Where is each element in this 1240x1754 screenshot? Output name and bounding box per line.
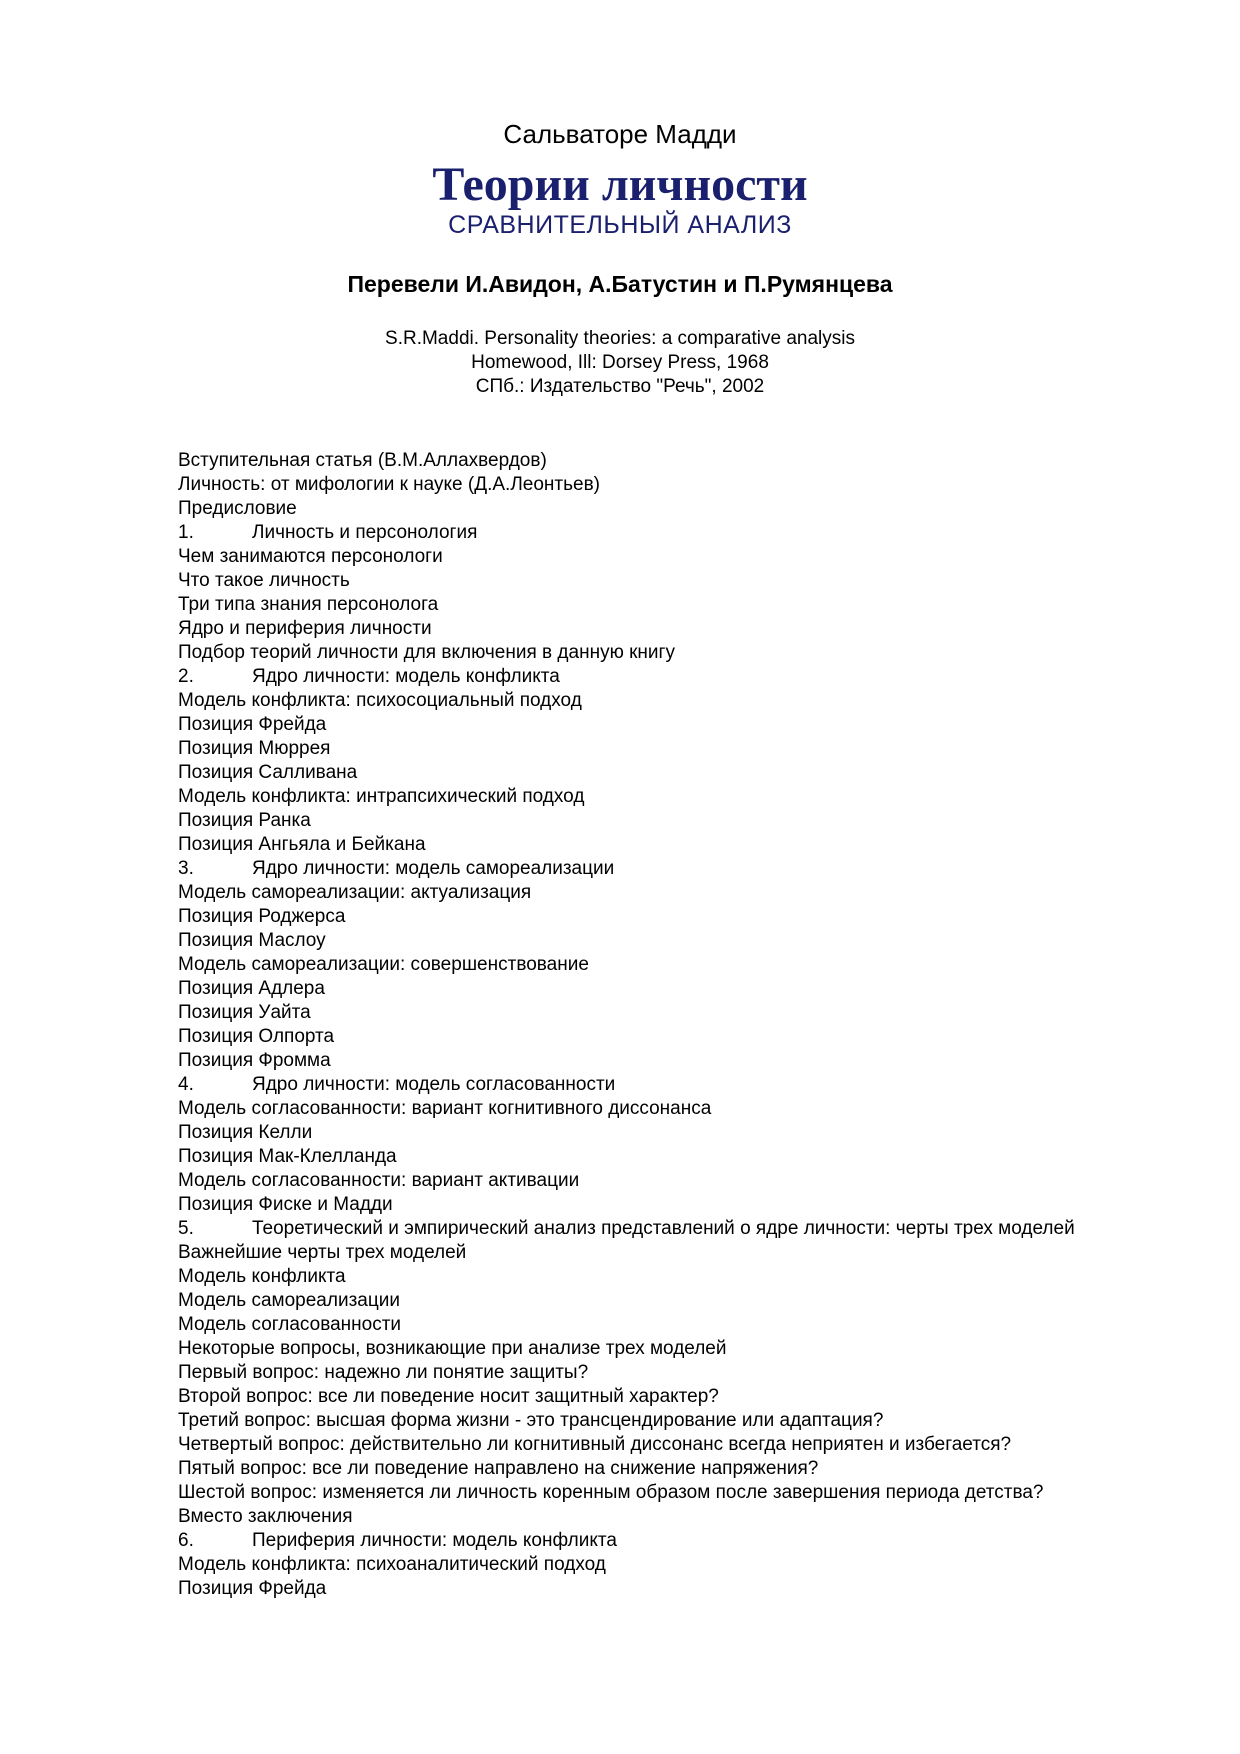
toc-entry: Четвертый вопрос: действительно ли когнитивный диссонанс всегда неприятен и избегается?	[178, 1434, 1012, 1455]
translators-line: Перевели И.Авидон, А.Батустин и П.Румянцева	[347, 271, 893, 297]
book-title: Теории личности	[432, 158, 808, 211]
toc-entry: Первый вопрос: надежно ли понятие защиты?	[178, 1362, 589, 1383]
toc-chapter	[178, 857, 1152, 881]
toc-entry: Подбор теорий личности для включения в данную книгу	[178, 642, 675, 663]
toc-entry: Пятый вопрос: все ли поведение направлено на снижение напряжения?	[178, 1458, 819, 1479]
toc-entry: Модель конфликта: интрапсихический подход	[178, 786, 585, 807]
toc-chapter-title: Личность и персонология	[252, 522, 478, 543]
toc-entry: Позиция Салливана	[178, 762, 358, 783]
toc-chapter	[178, 1529, 1152, 1553]
toc-entry: Модель конфликта: психоаналитический подход	[178, 1554, 606, 1575]
source-line-publisher: Homewood, Ill: Dorsey Press, 1968	[471, 352, 769, 373]
toc-chapter-number: 3.	[178, 858, 194, 879]
toc-chapter-title: Ядро личности: модель согласованности	[252, 1074, 616, 1095]
source-line-original: S.R.Maddi. Personality theories: a comparative analysis	[385, 328, 855, 349]
book-author: Сальваторе Мадди	[503, 119, 737, 149]
toc-entry: Модель самореализации	[178, 1290, 400, 1311]
toc-chapter-number: 4.	[178, 1074, 194, 1095]
toc-entry: Личность: от мифологии к науке (Д.А.Леонтьев)	[178, 474, 601, 495]
toc-entry: Что такое личность	[178, 570, 350, 591]
toc-entry: Некоторые вопросы, возникающие при анализе трех моделей	[178, 1338, 727, 1359]
toc-entry: Модель самореализации: совершенствование	[178, 954, 589, 975]
toc-entry: Позиция Ранка	[178, 810, 311, 831]
toc-chapter	[178, 521, 1152, 545]
toc-entry: Модель конфликта	[178, 1266, 346, 1287]
toc-entry: Позиция Келли	[178, 1122, 313, 1143]
toc-chapter-number: 1.	[178, 522, 194, 543]
toc-entry: Ядро и периферия личности	[178, 618, 432, 639]
toc-entry: Важнейшие черты трех моделей	[178, 1242, 467, 1263]
toc-entry: Три типа знания персонолога	[178, 594, 439, 615]
toc-entry: Чем занимаются персонологи	[178, 546, 443, 567]
toc-entry: Вступительная статья (В.М.Аллахвердов)	[178, 450, 547, 471]
toc-entry: Позиция Мак-Клелланда	[178, 1146, 397, 1167]
toc-entry: Позиция Адлера	[178, 978, 325, 999]
toc-entry: Модель конфликта: психосоциальный подход	[178, 690, 582, 711]
toc-entry: Модель согласованности	[178, 1314, 402, 1335]
toc-chapter-number: 2.	[178, 666, 194, 687]
toc-entry: Позиция Фрейда	[178, 1578, 327, 1599]
toc-chapter-title: Периферия личности: модель конфликта	[252, 1530, 617, 1551]
book-subtitle: СРАВНИТЕЛЬНЫЙ АНАЛИЗ	[448, 211, 792, 239]
toc-entry: Позиция Уайта	[178, 1002, 311, 1023]
toc-entry: Позиция Фрейда	[178, 714, 327, 735]
toc-chapter-title: Ядро личности: модель конфликта	[252, 666, 560, 687]
toc-entry: Позиция Роджерса	[178, 906, 346, 927]
toc-entry: Позиция Ангьяла и Бейкана	[178, 834, 426, 855]
toc-chapter-title: Ядро личности: модель самореализации	[252, 858, 615, 879]
toc-chapter-title: Теоретический и эмпирический анализ представлений о ядре личности: черты трех моделей	[252, 1218, 1075, 1239]
table-of-contents	[178, 449, 1152, 1601]
toc-entry: Модель самореализации: актуализация	[178, 882, 532, 903]
toc-entry: Третий вопрос: высшая форма жизни - это трансцендирование или адаптация?	[178, 1410, 884, 1431]
toc-chapter	[178, 665, 1152, 689]
toc-entry: Позиция Маслоу	[178, 930, 326, 951]
toc-entry: Позиция Мюррея	[178, 738, 331, 759]
toc-entry: Вместо заключения	[178, 1506, 353, 1527]
toc-chapter	[178, 1217, 1152, 1241]
toc-entry: Модель согласованности: вариант когнитивного диссонанса	[178, 1098, 712, 1119]
toc-entry: Второй вопрос: все ли поведение носит защитный характер?	[178, 1386, 719, 1407]
toc-entry: Позиция Фромма	[178, 1050, 331, 1071]
toc-entry: Шестой вопрос: изменяется ли личность коренным образом после завершения периода детства?	[178, 1482, 1044, 1503]
toc-entry: Позиция Олпорта	[178, 1026, 335, 1047]
toc-chapter-number: 5.	[178, 1218, 194, 1239]
toc-chapter	[178, 1073, 1152, 1097]
toc-entry: Позиция Фиске и Мадди	[178, 1194, 393, 1215]
source-info	[0, 327, 1240, 399]
toc-entry: Предисловие	[178, 498, 297, 519]
toc-chapter-number: 6.	[178, 1530, 194, 1551]
toc-entry: Модель согласованности: вариант активации	[178, 1170, 580, 1191]
source-line-edition: СПб.: Издательство "Речь", 2002	[475, 376, 765, 397]
